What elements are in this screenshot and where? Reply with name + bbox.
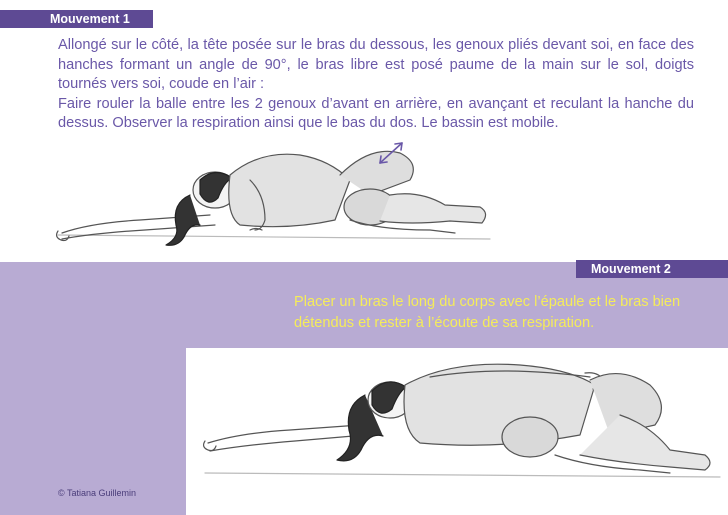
movement2-label: Mouvement 2 [576, 260, 728, 278]
movement1-paragraph-2: Faire rouler la balle entre les 2 genoux d’avant en arrière, en avançant et reculant la hanche du dessus. Observer la respiration ainsi que le bas du dos. Le bassin est mobile. [58, 95, 694, 131]
movement2-illustration [200, 355, 728, 505]
movement1-instructions [58, 36, 694, 134]
movement1-illustration [50, 135, 500, 255]
movement1-label: Mouvement 1 [0, 10, 153, 28]
movement2-instructions [294, 292, 694, 334]
copyright-notice: © Tatiana Guillemin [58, 488, 137, 498]
movement1-paragraph-1: Allongé sur le côté, la tête posée sur le bras du dessous, les genoux pliés devant soi, en face des hanches formant un angle de 90°, le bras libre est posé paume de la main sur le sol, doigts tournés vers soi, coude en l’air : [58, 37, 694, 92]
movement2-text: Placer un bras le long du corps avec l’épaule et le bras bien détendus et rester à l’écoute de sa respiration. [294, 294, 681, 331]
